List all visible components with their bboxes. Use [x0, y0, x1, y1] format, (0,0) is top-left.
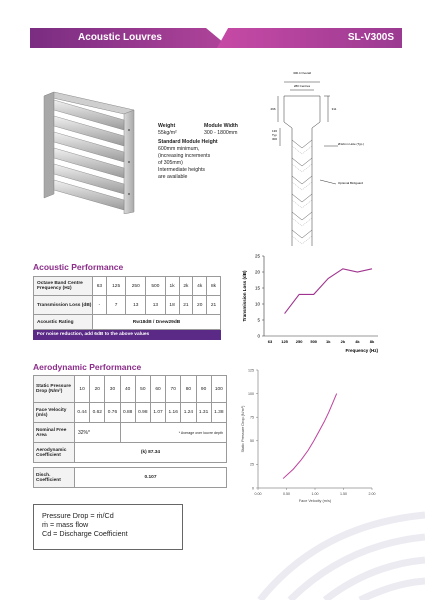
birdguard-label: Optional Birdguard	[338, 181, 364, 185]
freq-cell: 250	[126, 277, 146, 296]
aero-section-title: Aerodynamic Performance	[33, 362, 142, 372]
pressure-cell: 80	[181, 376, 196, 403]
velocity-cell: 1.07	[150, 403, 165, 423]
y-tick-label: 75	[250, 415, 254, 420]
x-tick-label: 250	[295, 339, 303, 344]
formula-line: Cd = Discharge Coefficient	[42, 529, 128, 538]
freq-cell: 63	[93, 277, 107, 296]
weight-value: 55kg/m²	[158, 130, 177, 136]
pressure-cell: 100	[211, 376, 226, 403]
x-tick-label: 1.50	[340, 492, 347, 496]
noise-reduction-note: For noise reduction, add 6dB to the above values	[33, 330, 221, 340]
velocity-cell: 1.24	[181, 403, 196, 423]
x-tick-label: 0.00	[254, 492, 262, 496]
mid-dimension-b: Typ	[272, 133, 277, 137]
freq-cell: 2k	[179, 277, 193, 296]
y-tick-label: 25	[254, 253, 260, 259]
section-drawing	[262, 66, 392, 248]
pressure-cell: 40	[120, 376, 135, 403]
freq-cell: 4k	[193, 277, 207, 296]
free-area-header: Nominal Free Area	[34, 423, 75, 443]
loss-cell: 13	[126, 296, 146, 315]
y-tick-label: 15	[254, 285, 260, 291]
velocity-cell: 0.88	[120, 403, 135, 423]
face-velocity-header: Face Velocity (m/s)	[34, 403, 75, 423]
height-line: 600mm minimum,	[158, 146, 200, 152]
x-tick-label: 1.00	[311, 492, 319, 496]
aero-coefficient-value: (k) 87.34	[75, 443, 227, 463]
right-dimension: 311	[331, 107, 337, 111]
x-tick-label: 1k	[326, 339, 331, 344]
static-pressure-header: Static Pressure Drop (N/m²)	[34, 376, 75, 403]
x-tick-label: 125	[281, 339, 288, 344]
y-tick-label: 125	[248, 368, 254, 373]
height-line: are available	[158, 174, 188, 180]
product-code: SL-V300S	[347, 32, 394, 43]
velocity-cell: 1.16	[166, 403, 181, 423]
pressure-cell: 50	[135, 376, 150, 403]
page-title: Acoustic Louvres	[78, 32, 162, 43]
x-tick-label: 2.00	[368, 492, 376, 496]
inner-dimension: 280 Centres	[293, 84, 311, 88]
velocity-cell: 0.62	[90, 403, 105, 423]
loss-cell: 7	[106, 296, 126, 315]
pressure-cell: 20	[90, 376, 105, 403]
formula-box	[33, 504, 183, 550]
velocity-cell: 0.98	[135, 403, 150, 423]
aero-table	[33, 375, 227, 463]
weight-label: Weight	[158, 123, 176, 129]
loss-cell: 13	[146, 296, 166, 315]
acoustic-section-title: Acoustic Performance	[33, 262, 124, 272]
freq-cell: 500	[146, 277, 166, 296]
y-tick-label: 0	[252, 486, 254, 491]
y-tick-label: 20	[254, 269, 260, 275]
x-tick-label: 500	[310, 339, 318, 344]
pressure-cell: 90	[196, 376, 211, 403]
y-tick-label: 10	[254, 301, 260, 307]
aero-table-wrap	[33, 375, 227, 488]
y-tick-label: 50	[250, 439, 254, 444]
freq-cell: 8k	[207, 277, 221, 296]
acoustic-rating-header: Acoustic Rating	[34, 315, 93, 330]
pressure-cell: 10	[75, 376, 90, 403]
module-height-label: Standard Module Height	[158, 139, 218, 145]
discharge-coefficient-value: 0.107	[75, 468, 227, 488]
acoustic-table	[33, 276, 221, 330]
loss-cell: 21	[207, 296, 221, 315]
freq-cell: 125	[106, 277, 126, 296]
transmission-loss-header: Transmission Loss (dB)	[34, 296, 93, 315]
transmission-loss-series	[285, 269, 372, 314]
pressure-drop-series	[283, 394, 337, 479]
mid-dimension-c: 300	[272, 137, 278, 141]
velocity-cell: 1.31	[196, 403, 211, 423]
pressure-cell: 30	[105, 376, 120, 403]
pressure-drop-chart	[238, 364, 388, 508]
velocity-cell: 0.76	[105, 403, 120, 423]
loss-cell: 20	[193, 296, 207, 315]
mid-dimension-a: 136	[272, 129, 278, 133]
acoustic-rating-value: Rw18dB / Dnew29dB	[93, 315, 221, 330]
pressure-cell: 70	[166, 376, 181, 403]
aero-coefficient-header: Aerodynamic Coefficient	[34, 443, 75, 463]
height-line: Intermediate heights	[158, 167, 206, 173]
transmission-loss-chart	[238, 250, 388, 362]
velocity-cell: 1.38	[211, 403, 226, 423]
x-tick-label: 8k	[369, 339, 375, 344]
y-axis-title: Transmission Loss (dB)	[242, 270, 247, 322]
x-axis-title: Frequency (Hz)	[345, 348, 378, 353]
x-tick-label: 2k	[340, 339, 346, 344]
y-tick-label: 5	[257, 317, 260, 323]
loss-cell: -	[93, 296, 107, 315]
y-axis-title: Static Pressure Drop (N/m²)	[241, 405, 245, 453]
y-tick-label: 25	[250, 462, 254, 467]
freq-cell: 1k	[165, 277, 179, 296]
x-tick-label: 4k	[355, 339, 360, 344]
louvre-product-image	[36, 90, 148, 214]
header-bar	[30, 28, 402, 48]
height-line: of 305mm)	[158, 160, 183, 166]
frequency-header: Octave Band Centre Frequency (Hz)	[34, 277, 93, 296]
x-axis-title: Face Velocity (m/s)	[298, 499, 332, 503]
formula-line: ṁ = mass flow	[42, 520, 89, 529]
x-tick-label: 0.50	[283, 492, 290, 496]
discharge-coefficient-header: Disch. Coefficient	[34, 468, 75, 488]
left-dimension: 296	[270, 107, 276, 111]
module-width-value: 300 - 1800mm	[204, 130, 238, 136]
loss-cell: 18	[165, 296, 179, 315]
specifications	[158, 123, 268, 181]
loss-cell: 21	[179, 296, 193, 315]
x-tick-label: 63	[267, 339, 273, 344]
y-tick-label: 0	[257, 333, 260, 339]
velocity-cell: 0.44	[75, 403, 90, 423]
top-dimension: 300.4 Overall	[293, 71, 311, 75]
y-tick-label: 100	[248, 391, 254, 396]
fixing-hole-label: Ø12mm Hole (Typ.)	[338, 142, 365, 146]
discharge-table	[33, 467, 227, 488]
formula-line: Pressure Drop = ṁ/Cd	[42, 511, 114, 520]
decorative-swoosh	[250, 505, 425, 600]
height-line: (increasing increments	[158, 153, 211, 159]
free-area-value: 32%*	[75, 423, 121, 443]
free-area-note: * Average over louvre depth	[120, 423, 226, 443]
module-width-label: Module Width	[204, 123, 238, 129]
acoustic-table-wrap	[33, 276, 221, 340]
pressure-cell: 60	[150, 376, 165, 403]
